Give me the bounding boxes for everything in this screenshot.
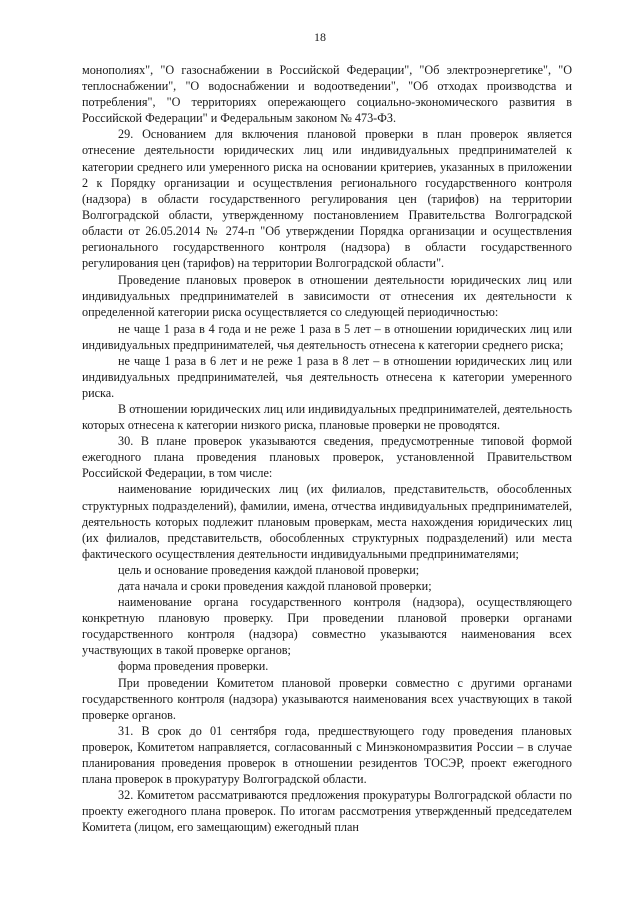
paragraph-32: 32. Комитетом рассматриваются предложения прокуратуры Волгоградской области по проекту ежегодного плана проверок. По итогам рассмотрения утвержденный председателем Комитета (лицом, его замещающим) ежегодный план	[82, 788, 572, 835]
list-item-dates: дата начала и сроки проведения каждой плановой проверки;	[118, 579, 432, 593]
list-item-purpose: цель и основание проведения каждой плановой проверки;	[118, 562, 420, 577]
paragraph-moderate-risk: не чаще 1 раза в 6 лет и не реже 1 раза в 8 лет – в отношении юридических лиц или индивидуальных предпринимателей, чья деятельность отнесена к категории умеренного риска.	[82, 353, 572, 400]
paragraph-30: 30. В плане проверок указываются сведения, предусмотренные типовой формой ежегодного плана проведения плановых проверок, установленной Правительством Российской Федерации, в том числе:	[82, 434, 572, 481]
paragraph-medium-risk: не чаще 1 раза в 4 года и не реже 1 раза в 5 лет – в отношении юридических лиц или индивидуальных предпринимателей, чья деятельность отнесена к категории среднего риска;	[82, 321, 572, 352]
list-item-names: наименование юридических лиц (их филиалов, представительств, обособленных структурных подразделений), фамилии, имена, отчества индивидуальных предпринимателей, деятельность которых подлежит плановым проверкам, места нахождения юридических лиц (их филиалов, представительств, обособленных структурных подразделений) или места фактического осуществления деятельности индивидуальными предпринимателями;	[82, 482, 572, 561]
page-number: 18	[314, 30, 326, 44]
list-item-authority: наименование органа государственного контроля (надзора), осуществляющего конкретную плановую проверку. При проведении плановой проверки органами государственного контроля (надзора) совместно указываются наименования всех участвующих в такой проверке органов;	[82, 595, 572, 658]
paragraph-joint-inspection: При проведении Комитетом плановой проверки совместно с другими органами государственного контроля (надзора) указываются наименования всех участвующих в такой проверке органов.	[82, 675, 572, 722]
paragraph-periodicity: Проведение плановых проверок в отношении деятельности юридических лиц или индивидуальных предпринимателей в зависимости от отнесения их деятельности к определенной категории риска осуществляется со следующей периодичностью:	[82, 273, 572, 320]
list-item-form: форма проведения проверки.	[118, 659, 269, 674]
paragraph-31: 31. В срок до 01 сентября года, предшествующего году проведения плановых проверок, Комитетом направляется, согласованный с Минэкономразвития России – в случае планирования проведения проверок в отношении резидентов ТОСЭР, проект ежегодного плана проверок в прокуратуру Волгоградской области.	[82, 723, 572, 787]
paragraph-29: 29. Основанием для включения плановой проверки в план проверок является отнесение деятельности юридических лиц или индивидуальных предпринимателей к категории среднего или умеренного риска на основании критериев, указанных в приложении 2 к Порядку организации и осуществления регионального государственного контроля (надзора) в области государственного регулирования цен (тарифов) на территории Волгоградской области, утвержденному постановлением Правительства Волгоградской области от 26.05.2014 № 274-п "Об утверждении Порядка организации и осуществления регионального государственного контроля (надзора) в области государственного регулирования цен (тарифов) на территории Волгоградской области".	[82, 127, 572, 271]
paragraph-intro-continuation: монополиях", "О газоснабжении в Российской Федерации", "Об электроэнергетике", "О теплоснабжении", "О водоснабжении и водоотведении", "Об отходах производства и потребления", "О территориях опережающего социально-экономического развития в Российской Федерации" и Федеральным законом № 473-ФЗ.	[82, 63, 572, 126]
document-body	[82, 62, 572, 836]
paragraph-low-risk: В отношении юридических лиц или индивидуальных предпринимателей, деятельность которых отнесена к категории низкого риска, плановые проверки не проводятся.	[82, 401, 572, 433]
